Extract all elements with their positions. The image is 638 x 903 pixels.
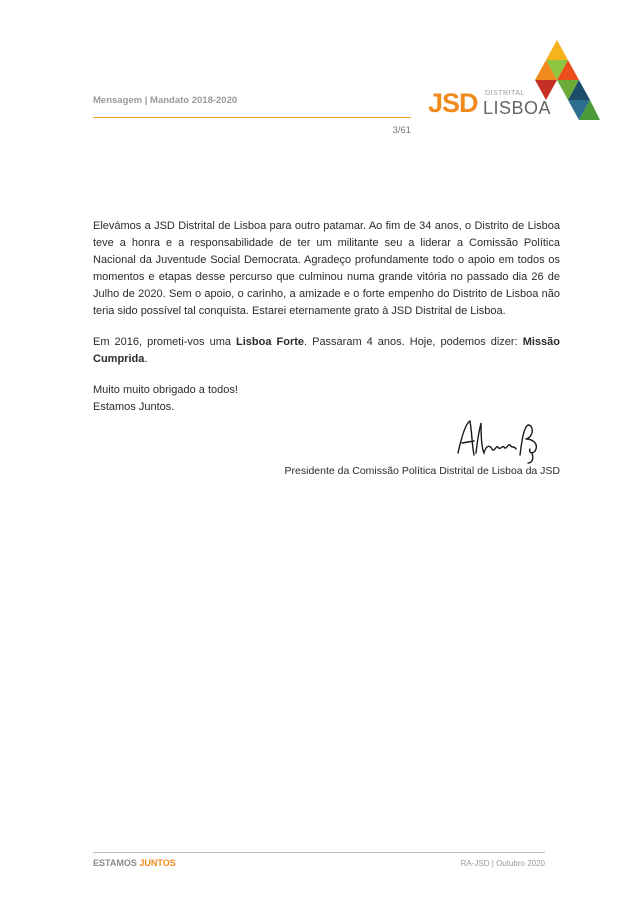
logo-distrital-text: DISTRITAL [485,90,525,97]
paragraph-thanks: Muito muito obrigado a todos! Estamos Juntos. [93,384,238,413]
paragraph-achievement: Elevámos a JSD Distrital de Lisboa para outro patamar. Ao fim de 34 anos, o Distrito de Lisboa teve a honra e a responsabilidade de ter um militante seu a liderar a Comissão Política Nacional da Juventude Social Democrata. Agradeço profundamente todo o apoio em todos os momentos e etapas desse percurso que culminou numa grande vitória no passado dia 26 de Julho de 2020. Sem o apoio, o carinho, a amizade e o forte empenho do Distrito de Lisboa não teria sido possível tal conquista. Estarei eternamente grato à JSD Distrital de Lisboa. [93,220,560,317]
footer-rule [93,852,545,853]
jsd-logo [428,40,600,120]
signature-caption: Presidente da Comissão Política Distrital de Lisboa da JSD [284,465,560,477]
page-number: 3/61 [392,125,411,136]
signature-image [448,415,548,465]
paragraph-mission: Em 2016, prometi-vos uma Lisboa Forte. Passaram 4 anos. Hoje, podemos dizer: Missão Cumprida. [93,336,560,365]
header-rule [93,117,411,118]
logo-jsd-text: JSD [428,88,478,118]
logo-triangle-icon [514,40,600,120]
header-title: Mensagem | Mandato 2018-2020 [93,95,238,106]
logo-lisboa-text: LISBOA [483,98,552,118]
footer-slogan: ESTAMOS JUNTOS [93,858,176,868]
footer-report-info: RA-JSD | Outubro 2020 [460,859,545,868]
letter-body [93,218,560,430]
